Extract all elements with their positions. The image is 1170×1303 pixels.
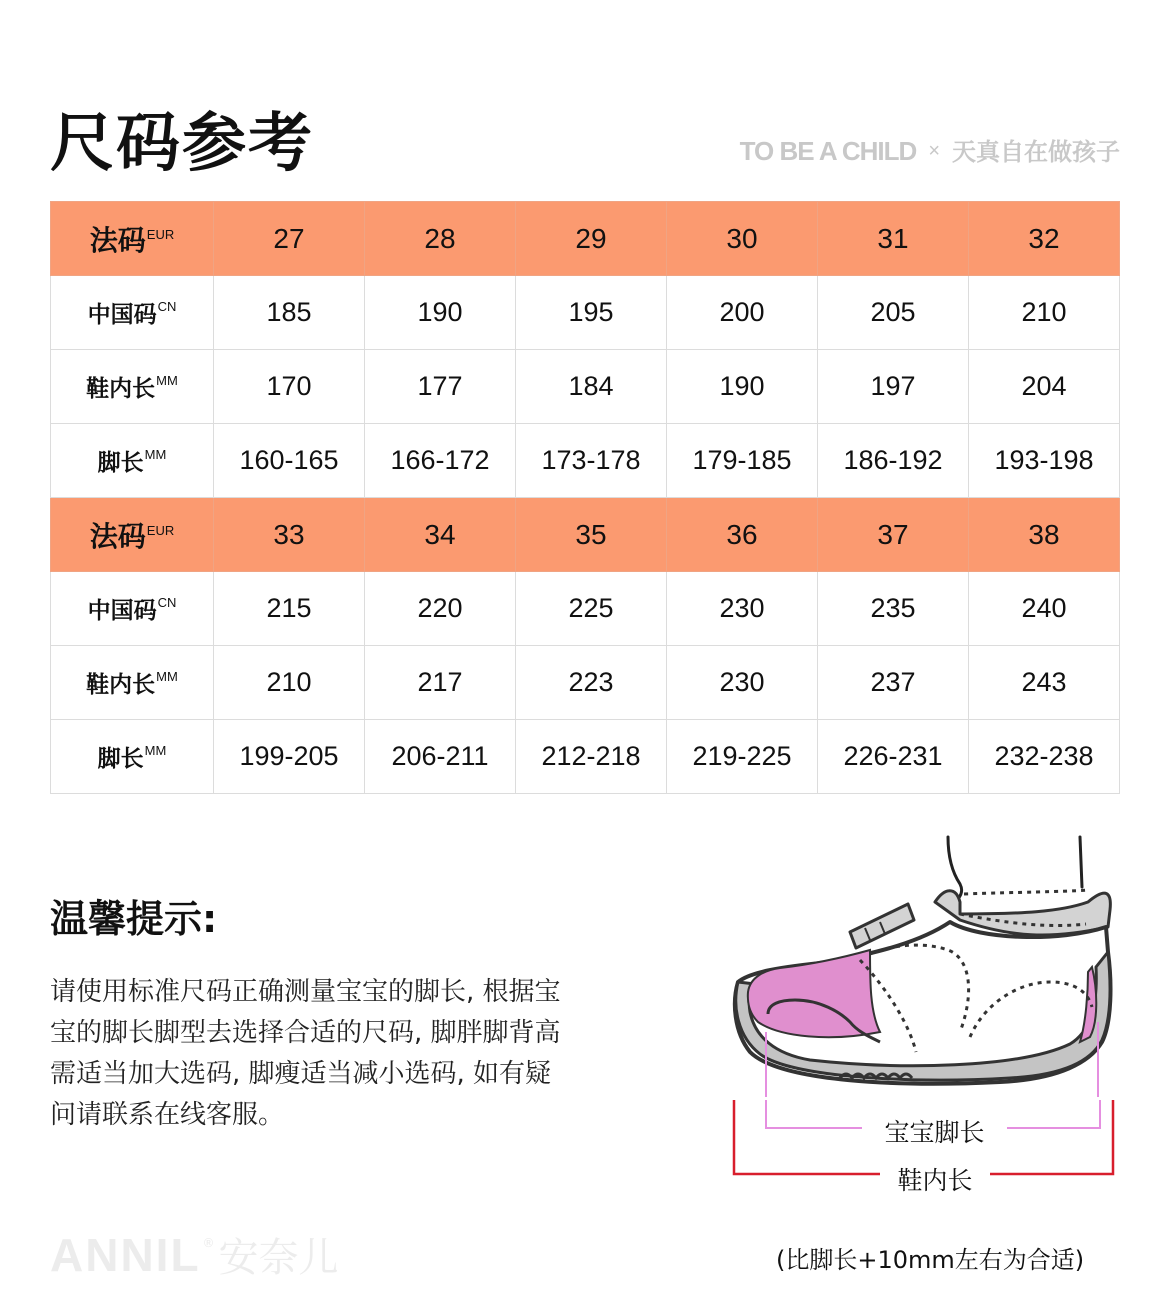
table-cell: 219-225 [667,720,818,794]
row-label [51,276,214,350]
tagline-en: TO BE A CHILD [739,136,917,166]
tips-line: 问请联系在线客服。 [50,1100,285,1130]
table-cell: 240 [969,572,1120,646]
table-cell: 232-238 [969,720,1120,794]
table-cell: 190 [667,350,818,424]
tips-line: 需适当加大选码, 脚瘦适当减小选码, 如有疑 [50,1059,552,1089]
table-cell: 34 [365,498,516,572]
table-cell: 29 [516,202,667,276]
table-cell: 226-231 [818,720,969,794]
table-cell: 230 [667,572,818,646]
table-cell: 33 [214,498,365,572]
table-cell: 30 [667,202,818,276]
row-label [51,646,214,720]
table-cell: 186-192 [818,424,969,498]
tips-line: 宝的脚长脚型去选择合适的尺码, 脚胖脚背高 [50,1018,561,1048]
table-cell: 184 [516,350,667,424]
row-label-text: 鞋内长 [86,672,156,698]
table-row [51,572,1120,646]
table-cell: 160-165 [214,424,365,498]
row-label [51,350,214,424]
table-cell: 193-198 [969,424,1120,498]
tips-body [50,972,610,1136]
table-cell: 199-205 [214,720,365,794]
table-cell: 185 [214,276,365,350]
table-cell: 177 [365,350,516,424]
table-cell: 35 [516,498,667,572]
row-label [51,572,214,646]
table-cell: 237 [818,646,969,720]
table-cell: 200 [667,276,818,350]
tips-title: 温馨提示: [50,897,218,941]
table-cell: 204 [969,350,1120,424]
fit-note: (比脚长+10mm左右为合适) [776,1246,1085,1274]
table-cell: 31 [818,202,969,276]
table-header-row [51,202,1120,276]
table-row [51,350,1120,424]
table-cell: 28 [365,202,516,276]
row-label-text: 脚长 [97,450,144,476]
row-unit: EUR [146,522,175,538]
row-unit: MM [144,743,167,758]
row-label [51,424,214,498]
table-header-row [51,498,1120,572]
table-cell: 225 [516,572,667,646]
tagline-cn: 天真自在做孩子 [952,138,1120,166]
table-row [51,424,1120,498]
table-row [51,720,1120,794]
table-row [51,646,1120,720]
table-cell: 217 [365,646,516,720]
table-cell: 212-218 [516,720,667,794]
row-unit: EUR [146,226,175,242]
size-table [50,201,1120,794]
row-label-text: 法码 [89,223,146,257]
table-cell: 223 [516,646,667,720]
table-cell: 32 [969,202,1120,276]
registered-mark: ® [202,1236,215,1250]
table-cell: 37 [818,498,969,572]
table-cell: 230 [667,646,818,720]
row-unit: MM [156,373,178,388]
table-cell: 170 [214,350,365,424]
row-label-text: 中国码 [87,302,157,328]
row-unit: MM [144,447,167,462]
table-row [51,276,1120,350]
table-cell: 38 [969,498,1120,572]
table-cell: 197 [818,350,969,424]
tips-line: 请使用标准尺码正确测量宝宝的脚长, 根据宝 [50,977,561,1007]
foot-dotted-outline [964,890,1088,894]
table-cell: 210 [969,276,1120,350]
page-title: 尺码参考 [50,107,314,181]
table-cell: 210 [214,646,365,720]
row-unit: CN [157,299,177,314]
table-cell: 36 [667,498,818,572]
row-label [51,498,214,572]
brand-tagline [740,132,1120,167]
insole-highlight [748,950,880,1037]
row-label-text: 中国码 [87,598,157,624]
row-label-text: 脚长 [97,746,144,772]
table-cell: 166-172 [365,424,516,498]
table-cell: 243 [969,646,1120,720]
brand-logo [50,1226,339,1283]
shoe-diagram [720,832,1140,1097]
table-cell: 190 [365,276,516,350]
table-cell: 27 [214,202,365,276]
row-unit: CN [157,595,177,610]
table-cell: 205 [818,276,969,350]
row-label [51,720,214,794]
foot-length-label: 宝宝脚长 [862,1113,1007,1149]
row-label-text: 鞋内长 [86,376,156,402]
table-cell: 215 [214,572,365,646]
leg-outline [1080,837,1082,887]
table-cell: 173-178 [516,424,667,498]
table-cell: 195 [516,276,667,350]
tagline-separator: × [928,140,940,162]
table-cell: 206-211 [365,720,516,794]
row-label [51,202,214,276]
table-cell: 235 [818,572,969,646]
table-cell: 220 [365,572,516,646]
insole-length-label: 鞋内长 [880,1161,990,1197]
brand-name-en: ANNIL [50,1229,201,1281]
table-cell: 179-185 [667,424,818,498]
row-unit: MM [156,669,178,684]
row-label-text: 法码 [89,519,146,553]
brand-name-cn: 安奈儿 [218,1235,339,1281]
